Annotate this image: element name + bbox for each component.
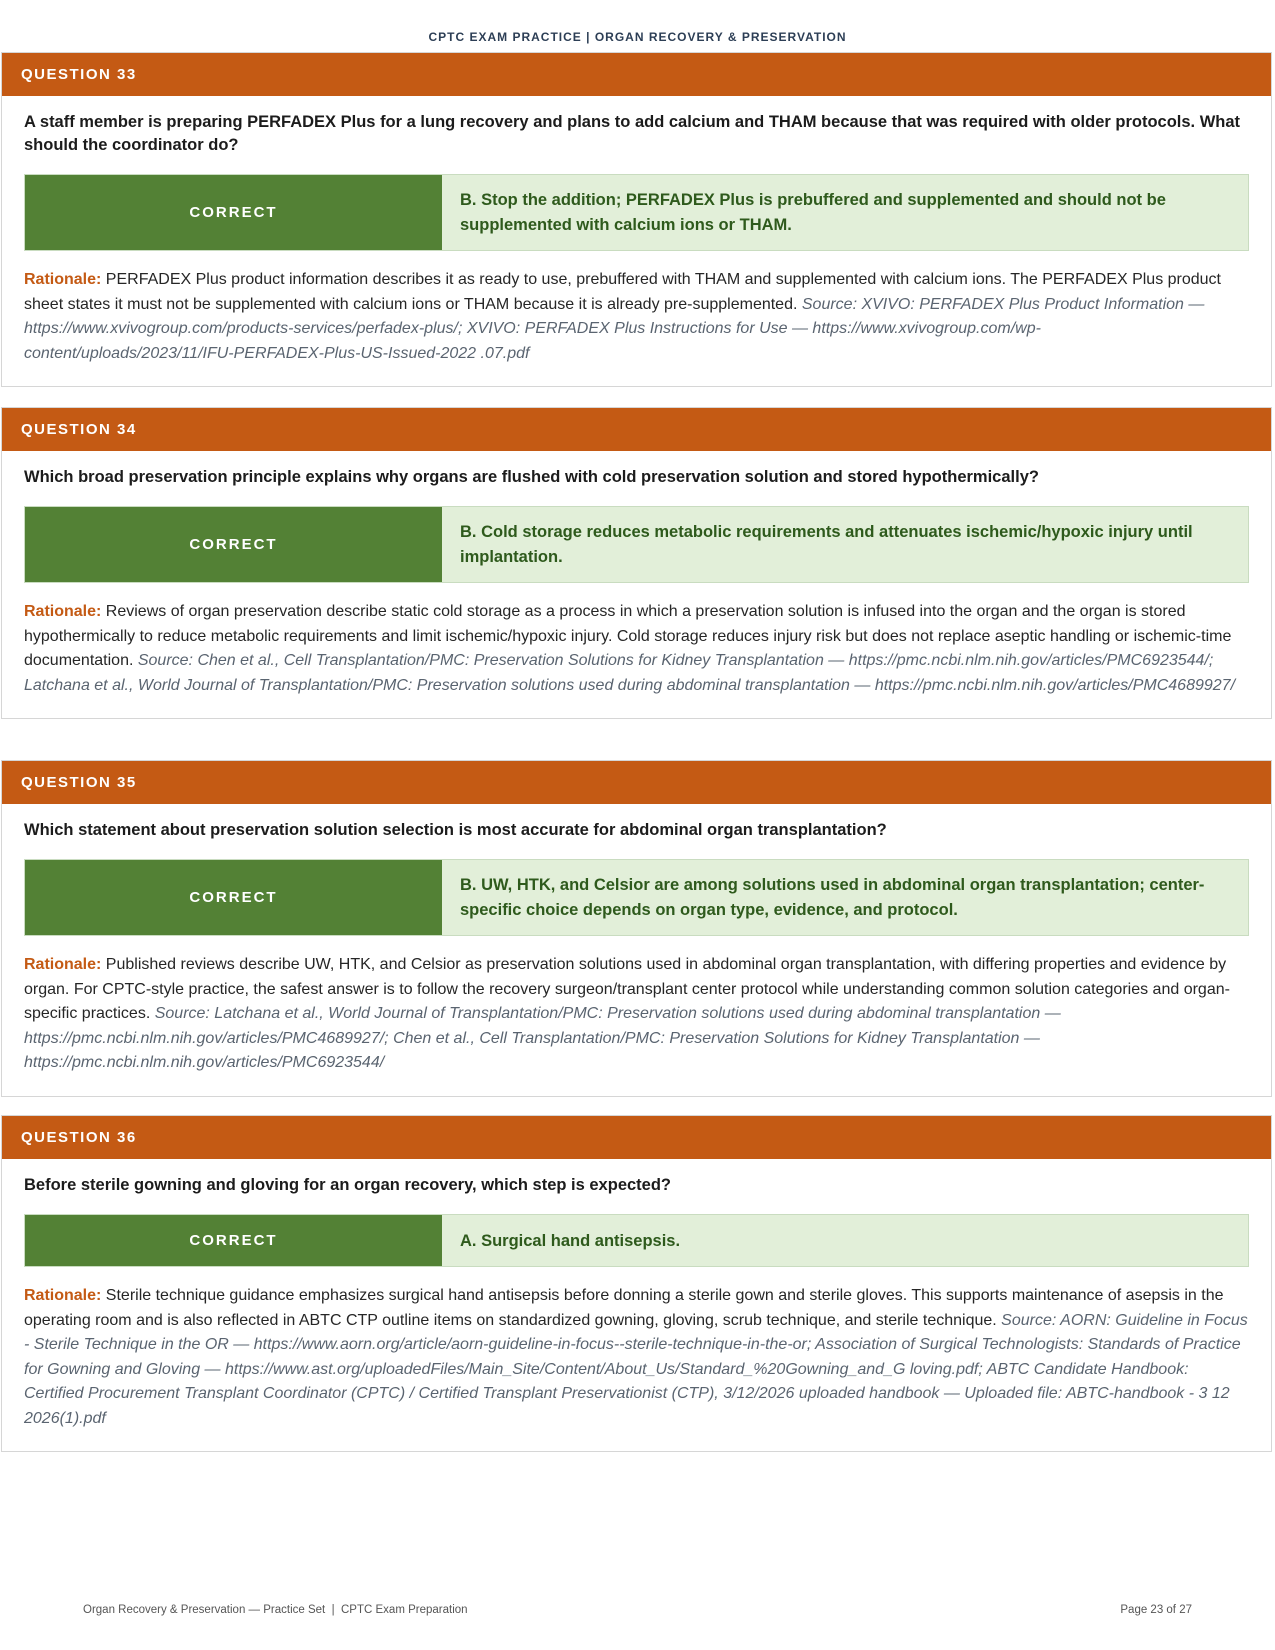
rationale-label: Rationale: [24,1287,102,1304]
footer-left: Organ Recovery & Preservation — Practice Set | CPTC Exam Preparation [83,1604,468,1616]
rationale-text: Published reviews describe UW, HTK, and Celsior as preservation solutions used in abdominal organ transplantation, with differing properties and evidence by organ. For CPTC-style practice, the safest answer is to follow the recovery surgeon/transplant center protocol while understanding common solution categories and organ-specific practices. [24,956,1230,1022]
question-text: Which broad preservation principle explains why organs are flushed with cold preservation solution and stored hypothermically? [24,468,1039,486]
correct-label: CORRECT [25,507,442,582]
rationale-source: Source: Latchana et al., World Journal of Transplantation/PMC: Preservation solutions used during abdominal transplantation — https://pmc.ncbi.nlm.nih.gov/articles/PMC4689927/; Chen et al., Cell Transplantation/PMC: Preservation Solutions for Kidney Transplantation — https://pmc.ncbi.nlm.nih.gov/articles/PMC6923544/ [24,1005,1061,1071]
rationale-text: PERFADEX Plus product information describes it as ready to use, prebuffered with THAM and supplemented with calcium ions. The PERFADEX Plus product sheet states it must not be supplemented with calcium ions or THAM because it is already pre-supplemented. [24,271,1221,313]
question-text: Which statement about preservation solution selection is most accurate for abdominal organ transplantation? [24,821,887,839]
correct-label: CORRECT [25,175,442,250]
page-header: CPTC EXAM PRACTICE | ORGAN RECOVERY & PRESERVATION [428,30,847,44]
answer-text: B. Cold storage reduces metabolic requirements and attenuates ischemic/hypoxic injury until implantation. [460,523,1193,566]
page-number: Page 23 of 27 [1120,1604,1192,1616]
question-heading: QUESTION 35 [2,761,1271,804]
rationale [24,1284,1249,1431]
question-text: Before sterile gowning and gloving for an organ recovery, which step is expected? [24,1176,671,1194]
rationale-label: Rationale: [24,271,102,288]
correct-label: CORRECT [25,1215,442,1266]
rationale-label: Rationale: [24,603,102,620]
question-heading: QUESTION 33 [2,53,1271,96]
question-heading: QUESTION 34 [2,408,1271,451]
rationale-source: Source: XVIVO: PERFADEX Plus Product Information — https://www.xvivogroup.com/products-services/perfadex-plus/; XVIVO: PERFADEX Plus Instructions for Use — https://www.xvivogroup.com/wp-content/uploads/2023/11/IFU-PERFADEX-Plus-US-Issued-2022 .07.pdf [24,295,1205,362]
rationale-source: Source: Chen et al., Cell Transplantation/PMC: Preservation Solutions for Kidney Transplantation — https://pmc.ncbi.nlm.nih.gov/articles/PMC6923544/; Latchana et al., World Journal of Transplantation/PMC: Preservation solutions used during abdominal transplantation — https://pmc.ncbi.nlm.nih.gov/articles/PMC4689927/ [24,652,1236,694]
rationale [24,953,1249,1076]
rationale-source: Source: AORN: Guideline in Focus - Sterile Technique in the OR — https://www.aorn.org/article/aorn-guideline-in-focus--sterile-technique-in-the-or; Association of Surgical Technologists: Standards of Practice for Gowning and Gloving — https://www.ast.org/uploadedFiles/Main_Site/Content/About_Us/Standard_%20Gowning_and_G loving.pdf; ABTC Candidate Handbook: Certified Procurement Transplant Coordinator (CPTC) / Certified Transplant Preservationist (CTP), 3/12/2026 uploaded handbook — Uploaded file: ABTC-handbook - 3 12 2026(1).pdf [24,1311,1248,1427]
rationale-text: Reviews of organ preservation describe static cold storage as a process in which a preservation solution is infused into the organ and the organ is stored hypothermically to reduce metabolic requirements and limit ischemic/hypoxic injury. Cold storage reduces injury risk but does not replace aseptic handling or ischemic-time documentation. [24,603,1232,669]
answer-text: B. UW, HTK, and Celsior are among solutions used in abdominal organ transplantation; center-specific choice depends on organ type, evidence, and protocol. [460,876,1205,919]
question-text: A staff member is preparing PERFADEX Plus for a lung recovery and plans to add calcium and THAM because that was required with older protocols. What should the coordinator do? [24,113,1241,154]
answer-text: A. Surgical hand antisepsis. [460,1231,681,1250]
answer-box [24,1214,1249,1267]
answer-box [24,174,1249,251]
question-heading: QUESTION 36 [2,1116,1271,1159]
rationale-label: Rationale: [24,956,102,973]
question-card [1,760,1272,1097]
answer-box [24,506,1249,583]
correct-label: CORRECT [25,860,442,935]
rationale [24,268,1249,366]
question-card [1,1115,1272,1452]
question-card [1,52,1272,387]
answer-box [24,859,1249,936]
rationale [24,600,1249,698]
rationale-text: Sterile technique guidance emphasizes surgical hand antisepsis before donning a sterile gown and sterile gloves. This supports maintenance of asepsis in the operating room and is also reflected in ABTC CTP outline items on standardized gowning, gloving, scrub technique, and sterile technique. [24,1287,1224,1329]
question-card [1,407,1272,719]
answer-text: B. Stop the addition; PERFADEX Plus is prebuffered and supplemented and should not be supplemented with calcium ions or THAM. [460,191,1166,234]
